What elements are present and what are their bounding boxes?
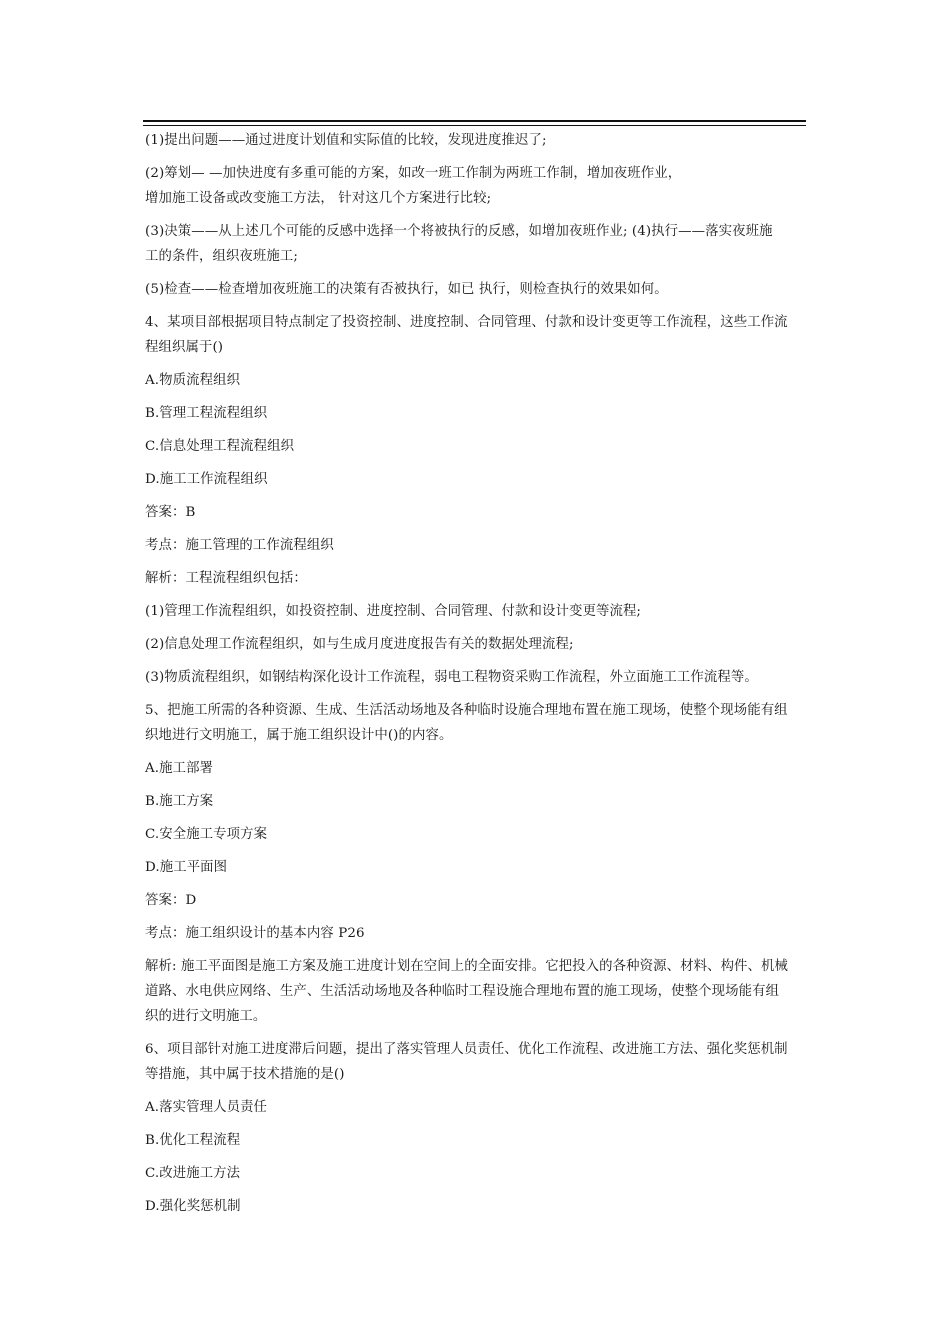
test-point: 考点：施工组织设计的基本内容 P26 <box>145 926 365 941</box>
option-c: C.改进施工方法 <box>145 1166 241 1181</box>
answer: 答案：D <box>145 893 197 908</box>
text-line: (1)管理工作流程组织，如投资控制、进度控制、合同管理、付款和设计变更等流程; <box>145 604 642 619</box>
question-4-line: 4、某项目部根据项目特点制定了投资控制、进度控制、合同管理、付款和设计变更等工作流程，这些工作流 <box>145 315 788 330</box>
analysis: 道路、水电供应网络、生产、生活活动场地及各种临时工程设施合理地布置的施工现场，使整个现场能有组 <box>145 984 780 999</box>
option-c: C.信息处理工程流程组织 <box>145 439 295 454</box>
option-a: A.物质流程组织 <box>145 373 241 388</box>
analysis: 织的进行文明施工。 <box>145 1009 267 1024</box>
option-d: D.施工平面图 <box>145 860 228 875</box>
option-d: D.强化奖惩机制 <box>145 1199 241 1214</box>
question-5-line: 5、把施工所需的各种资源、生成、生活活动场地及各种临时设施合理地布置在施工现场，使整个现场能有组 <box>145 703 788 718</box>
option-a: A.落实管理人员责任 <box>145 1100 268 1115</box>
option-b: B.管理工程流程组织 <box>145 406 268 421</box>
option-c: C.安全施工专项方案 <box>145 827 268 842</box>
analysis: 解析: 施工平面图是施工方案及施工进度计划在空间上的全面安排。它把投入的各种资源、材料、构件、机械 <box>145 959 789 974</box>
header-rule-thin <box>143 125 806 126</box>
text-line: (3)物质流程组织，如钢结构深化设计工作流程，弱电工程物资采购工作流程，外立面施工工作流程等。 <box>145 670 758 685</box>
text-line: (3)决策——从上述几个可能的反感中选择一个将被执行的反感，如增加夜班作业; (4)执行——落实夜班施 <box>145 224 773 239</box>
test-point: 考点：施工管理的工作流程组织 <box>145 538 334 553</box>
text-line: (1)提出问题——通过进度计划值和实际值的比较，发现进度推迟了; <box>145 133 547 148</box>
analysis: 解析：工程流程组织包括： <box>145 571 307 586</box>
text-line: (2)筹划— —加快进度有多重可能的方案，如改一班工作制为两班工作制，增加夜班作业， <box>145 166 682 181</box>
text-line: 增加施工设备或改变施工方法， 针对这几个方案进行比较; <box>145 191 492 206</box>
text-line: 工的条件，组织夜班施工; <box>145 249 299 264</box>
option-b: B.优化工程流程 <box>145 1133 241 1148</box>
text-line: (5)检查——检查增加夜班施工的决策有否被执行，如已 执行，则检查执行的效果如何。 <box>145 282 668 297</box>
question-4-line: 程组织属于() <box>145 340 224 355</box>
question-6-line: 6、项目部针对施工进度滞后问题，提出了落实管理人员责任、优化工作流程、改进施工方法、强化奖惩机制 <box>145 1042 788 1057</box>
text-line: (2)信息处理工作流程组织，如与生成月度进度报告有关的数据处理流程; <box>145 637 574 652</box>
header-rule-thick <box>143 120 806 122</box>
option-d: D.施工工作流程组织 <box>145 472 268 487</box>
option-b: B.施工方案 <box>145 794 214 809</box>
option-a: A.施工部署 <box>145 761 214 776</box>
question-6-line: 等措施，其中属于技术措施的是() <box>145 1067 345 1082</box>
answer: 答案：B <box>145 505 196 520</box>
question-5-line: 织地进行文明施工，属于施工组织设计中()的内容。 <box>145 728 453 743</box>
